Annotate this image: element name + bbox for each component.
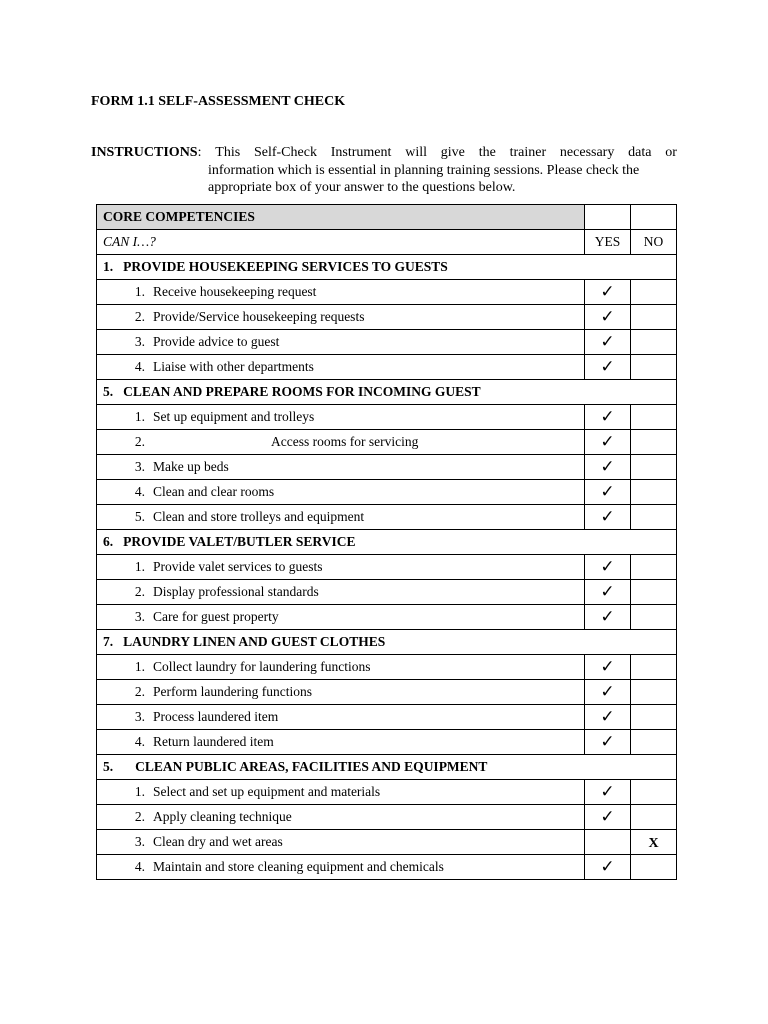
check-mark-icon: ✓ [600,782,615,801]
item-cell [97,405,585,430]
table-row [97,780,677,805]
item-cell [97,705,585,730]
check-mark-icon: ✓ [600,807,615,826]
check-mark-icon: ✓ [600,732,615,751]
no-checkbox-cell[interactable] [631,280,677,305]
section-title: LAUNDRY LINEN AND GUEST CLOTHES [123,634,386,649]
instructions-word: Instrument [330,145,392,160]
table-row [97,855,677,880]
item-cell [97,830,585,855]
table-row [97,680,677,705]
item-text: Clean dry and wet areas [153,834,283,849]
instructions-label: INSTRUCTIONS [91,145,198,160]
table-header-row [97,205,677,230]
yes-checkbox-cell[interactable] [585,780,631,805]
no-checkbox-cell[interactable] [631,780,677,805]
instructions-line-3: appropriate box of your answer to the questions below. [208,180,516,195]
check-mark-icon: ✓ [600,332,615,351]
table-row [97,730,677,755]
item-number: 1. [134,659,145,674]
item-number: 3. [134,609,145,624]
yes-column-header: YES [585,230,631,255]
table-row [97,555,677,580]
table-row [97,405,677,430]
section-row [97,530,677,555]
check-mark-icon: ✓ [600,307,615,326]
table-row [97,280,677,305]
item-cell [97,555,585,580]
section-row [97,630,677,655]
check-mark-icon: ✓ [600,407,615,426]
item-number: 2. [134,434,145,449]
header-blank-no [631,205,677,230]
table-body [97,205,677,880]
item-text: Maintain and store cleaning equipment and chemicals [153,859,444,874]
form-title: FORM 1.1 SELF-ASSESSMENT CHECK [91,94,346,109]
item-text: Clean and store trolleys and equipment [153,509,365,524]
check-mark-icon: ✓ [600,707,615,726]
section-row [97,755,677,780]
check-mark-icon: ✓ [600,507,615,526]
item-text: Process laundered item [153,709,279,724]
instructions-word: data [628,145,652,160]
no-checkbox-cell[interactable] [631,455,677,480]
item-text: Collect laundry for laundering functions [153,659,371,674]
yes-checkbox-cell[interactable] [585,605,631,630]
table-subheader-row [97,230,677,255]
table-row [97,455,677,480]
item-cell [97,505,585,530]
yes-checkbox-cell[interactable] [585,405,631,430]
item-cell [97,305,585,330]
can-i-label [97,230,585,255]
yes-checkbox-cell[interactable] [585,830,631,855]
instructions-word: necessary [559,145,615,160]
can-i-text: CAN I…? [103,234,156,249]
item-text: Make up beds [153,459,229,474]
item-text: Set up equipment and trolleys [153,409,315,424]
item-cell [97,855,585,880]
section-title: CLEAN PUBLIC AREAS, FACILITIES AND EQUIPMENT [135,759,488,774]
item-text: Receive housekeeping request [153,284,317,299]
core-competencies-header: CORE COMPETENCIES [97,205,585,230]
table-row [97,805,677,830]
section-title-cell [97,755,677,780]
yes-checkbox-cell[interactable] [585,580,631,605]
header-blank-yes [585,205,631,230]
yes-checkbox-cell[interactable] [585,730,631,755]
instructions-word: give [440,145,465,160]
yes-checkbox-cell[interactable] [585,555,631,580]
section-number: 7. [103,634,114,649]
no-checkbox-cell[interactable] [631,430,677,455]
yes-checkbox-cell[interactable] [585,855,631,880]
item-text: Apply cleaning technique [153,809,292,824]
section-title-cell [97,630,677,655]
table-row [97,480,677,505]
no-checkbox-cell[interactable] [631,680,677,705]
item-cell [97,655,585,680]
check-mark-icon: ✓ [600,607,615,626]
item-text: Provide/Service housekeeping requests [153,309,365,324]
item-number: 2. [134,309,145,324]
instructions-line-2: information which is essential in planning training sessions. Please check the [208,162,640,178]
item-cell [97,330,585,355]
item-number: 2. [134,584,145,599]
item-cell [97,430,585,455]
table-row [97,605,677,630]
no-checkbox-cell[interactable] [631,305,677,330]
item-text: Return laundered item [153,734,274,749]
yes-checkbox-cell[interactable] [585,305,631,330]
section-title: PROVIDE VALET/BUTLER SERVICE [123,534,356,549]
item-number: 3. [134,459,145,474]
section-number: 5. [103,759,114,774]
no-checkbox-cell[interactable] [631,580,677,605]
instructions-colon: : [197,145,202,160]
table-row [97,505,677,530]
item-text: Select and set up equipment and materials [153,784,381,799]
item-number: 3. [134,334,145,349]
section-title-cell [97,530,677,555]
no-checkbox-cell[interactable] [631,730,677,755]
no-checkbox-cell[interactable] [631,405,677,430]
instructions-label-group [91,144,201,162]
item-cell [97,605,585,630]
yes-checkbox-cell[interactable] [585,455,631,480]
no-checkbox-cell[interactable] [631,855,677,880]
item-number: 4. [134,359,145,374]
no-checkbox-cell[interactable] [631,355,677,380]
x-mark: X [648,836,659,851]
item-number: 1. [134,284,145,299]
item-cell [97,680,585,705]
section-number: 5. [103,384,114,399]
table-row [97,430,677,455]
item-number: 4. [134,859,145,874]
section-title: CLEAN AND PREPARE ROOMS FOR INCOMING GUEST [123,384,481,399]
yes-checkbox-cell[interactable] [585,355,631,380]
item-number: 1. [134,409,145,424]
no-checkbox-cell[interactable] [631,555,677,580]
section-title: PROVIDE HOUSEKEEPING SERVICES TO GUESTS [123,259,448,274]
item-cell [97,580,585,605]
yes-checkbox-cell[interactable] [585,280,631,305]
instructions-word: or [665,145,677,160]
item-number: 1. [134,559,145,574]
item-number: 1. [134,784,145,799]
check-mark-icon: ✓ [600,457,615,476]
no-column-header: NO [631,230,677,255]
instructions-word: Self-Check [253,145,317,160]
check-mark-icon: ✓ [600,482,615,501]
item-cell [97,355,585,380]
check-mark-icon: ✓ [600,432,615,451]
self-assessment-table [96,204,677,880]
yes-checkbox-cell[interactable] [585,480,631,505]
yes-checkbox-cell[interactable] [585,655,631,680]
section-title-cell [97,255,677,280]
item-cell [97,780,585,805]
item-number: 5. [134,509,145,524]
yes-checkbox-cell[interactable] [585,430,631,455]
table-row [97,705,677,730]
table-row [97,330,677,355]
section-title-cell [97,380,677,405]
table-row [97,580,677,605]
no-checkbox-cell[interactable] [631,480,677,505]
check-mark-icon: ✓ [600,357,615,376]
item-number: 4. [134,734,145,749]
item-cell [97,280,585,305]
item-text: Clean and clear rooms [153,484,275,499]
item-number: 2. [134,809,145,824]
yes-checkbox-cell[interactable] [585,330,631,355]
instructions-word: the [478,145,496,160]
yes-checkbox-cell[interactable] [585,705,631,730]
table-row [97,830,677,855]
item-text: Provide advice to guest [153,334,280,349]
check-mark-icon: ✓ [600,557,615,576]
check-mark-icon: ✓ [600,682,615,701]
check-mark-icon: ✓ [600,282,615,301]
check-mark-icon: ✓ [600,657,615,676]
item-text: Provide valet services to guests [153,559,323,574]
section-row [97,255,677,280]
item-number: 3. [134,834,145,849]
item-cell [97,455,585,480]
item-text: Liaise with other departments [153,359,314,374]
no-checkbox-cell[interactable] [631,705,677,730]
yes-checkbox-cell[interactable] [585,805,631,830]
item-text: Display professional standards [153,584,319,599]
instructions-word: trainer [509,145,547,160]
item-text: Care for guest property [153,609,279,624]
item-cell [97,730,585,755]
table-row [97,355,677,380]
check-mark-icon: ✓ [600,582,615,601]
item-number: 4. [134,484,145,499]
section-row [97,380,677,405]
section-number: 6. [103,534,114,549]
yes-checkbox-cell[interactable] [585,505,631,530]
table-row [97,305,677,330]
instructions-block [91,144,677,197]
section-number: 1. [103,259,114,274]
instructions-word: will [405,145,427,160]
no-checkbox-cell[interactable] [631,605,677,630]
no-checkbox-cell[interactable] [631,805,677,830]
no-checkbox-cell[interactable] [631,655,677,680]
item-cell [97,480,585,505]
yes-checkbox-cell[interactable] [585,680,631,705]
no-checkbox-cell[interactable] [631,330,677,355]
item-text: Access rooms for servicing [271,434,419,449]
item-number: 2. [134,684,145,699]
no-checkbox-cell[interactable] [631,830,677,855]
instructions-line-1 [91,144,677,162]
instructions-word: This [215,145,241,160]
no-checkbox-cell[interactable] [631,505,677,530]
check-mark-icon: ✓ [600,857,615,876]
item-text: Perform laundering functions [153,684,312,699]
item-number: 3. [134,709,145,724]
item-cell [97,805,585,830]
table-row [97,655,677,680]
